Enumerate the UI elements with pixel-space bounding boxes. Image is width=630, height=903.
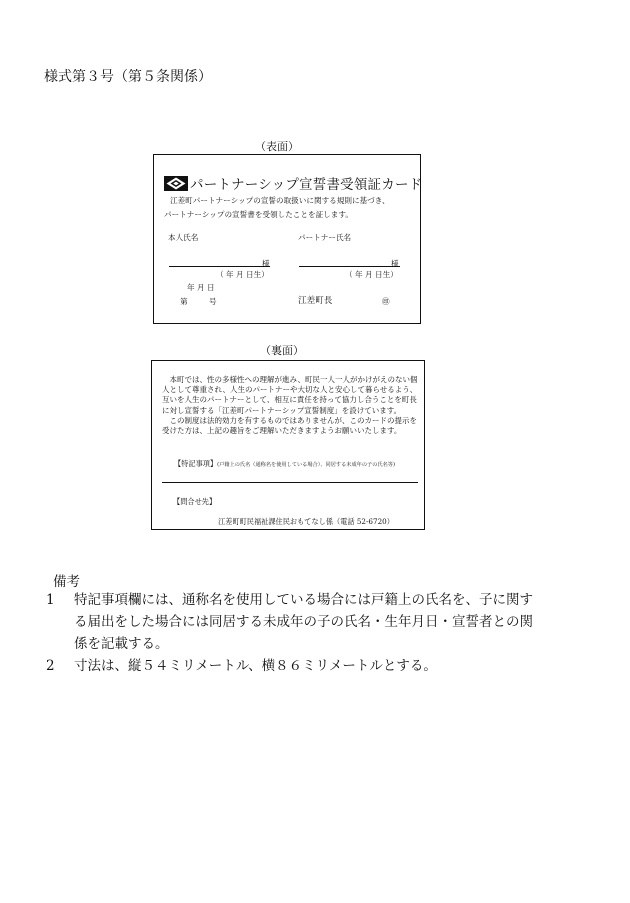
front-side-label: （表面）: [255, 140, 299, 153]
back-paragraph-2: この制度は法的効力を有するものではありませんが、このカードの提示を受けた方は、上記の趣旨をご理解いただきますようお願いいたします。: [162, 415, 417, 436]
partner-name-line: [299, 266, 400, 267]
holder-name-label: 本人氏名: [168, 233, 199, 242]
card-title: パートナーシップ宣誓書受領証カード: [190, 177, 423, 193]
contact-info: 江差町町民福祉課住民おもてなし係（電話 52-6720）: [218, 517, 394, 526]
back-side-label: （裏面）: [260, 344, 304, 357]
seal-mark: ㊞: [382, 297, 390, 306]
partner-birthdate: （ 年 月 日生）: [345, 270, 398, 279]
special-notes-field: [174, 459, 395, 469]
partner-honorific: 様: [391, 259, 399, 268]
front-text-line-1: 江差町パートナーシップの宣誓の取扱いに関する規則に基づき、: [170, 196, 390, 205]
special-notes-line: [162, 482, 418, 483]
card-back: [151, 360, 425, 530]
remark-text: 特記事項欄には、通称名を使用している場合には戸籍上の氏名を、子に関する届出をした場合には同居する未成年の子の氏名・生年月日・宣誓者との関係を記載する。: [74, 592, 533, 652]
partner-name-label: パートナー氏名: [298, 233, 352, 242]
holder-honorific: 様: [262, 259, 270, 268]
back-paragraph-1: 本町では、性の多様性への理解が進み、町民一人一人がかけがえのない個人として尊重され、人生のパートナーや大切な人と安心して暮らせるよう、互いを人生のパートナーとして、相互に責任を持って協力し合うことを町長に対し宣誓する「江差町パートナーシップ宣誓制度」を設けています。: [162, 375, 418, 415]
issue-number-label: 第: [180, 297, 188, 306]
back-description: [162, 375, 418, 436]
holder-birthdate: （ 年 月 日生）: [216, 270, 269, 279]
remark-number: 1: [46, 592, 55, 608]
issue-date: 年 月 日: [187, 283, 215, 292]
front-text-line-2: パートナーシップの宣誓書を受領したことを証します。: [164, 210, 353, 219]
special-notes-label: 【特記事項】: [174, 459, 218, 468]
remark-text: 寸法は、縦５４ミリメートル、横８６ミリメートルとする。: [74, 658, 437, 674]
form-number: 様式第３号（第５条関係）: [44, 69, 212, 85]
special-notes-hint: (戸籍上の氏名（通称名を使用している場合）、同居する未成年の子の氏名等): [217, 462, 395, 468]
holder-name-line: [169, 266, 270, 267]
card-front: [153, 154, 421, 324]
remarks-heading: 備考: [53, 574, 80, 590]
issue-number-suffix: 号: [209, 297, 217, 306]
diamond-logo-icon: [164, 176, 188, 191]
contact-label: 【問合せ先】: [173, 497, 217, 506]
remark-number: 2: [46, 658, 55, 674]
mayor-signature: 江差町長: [298, 296, 333, 306]
